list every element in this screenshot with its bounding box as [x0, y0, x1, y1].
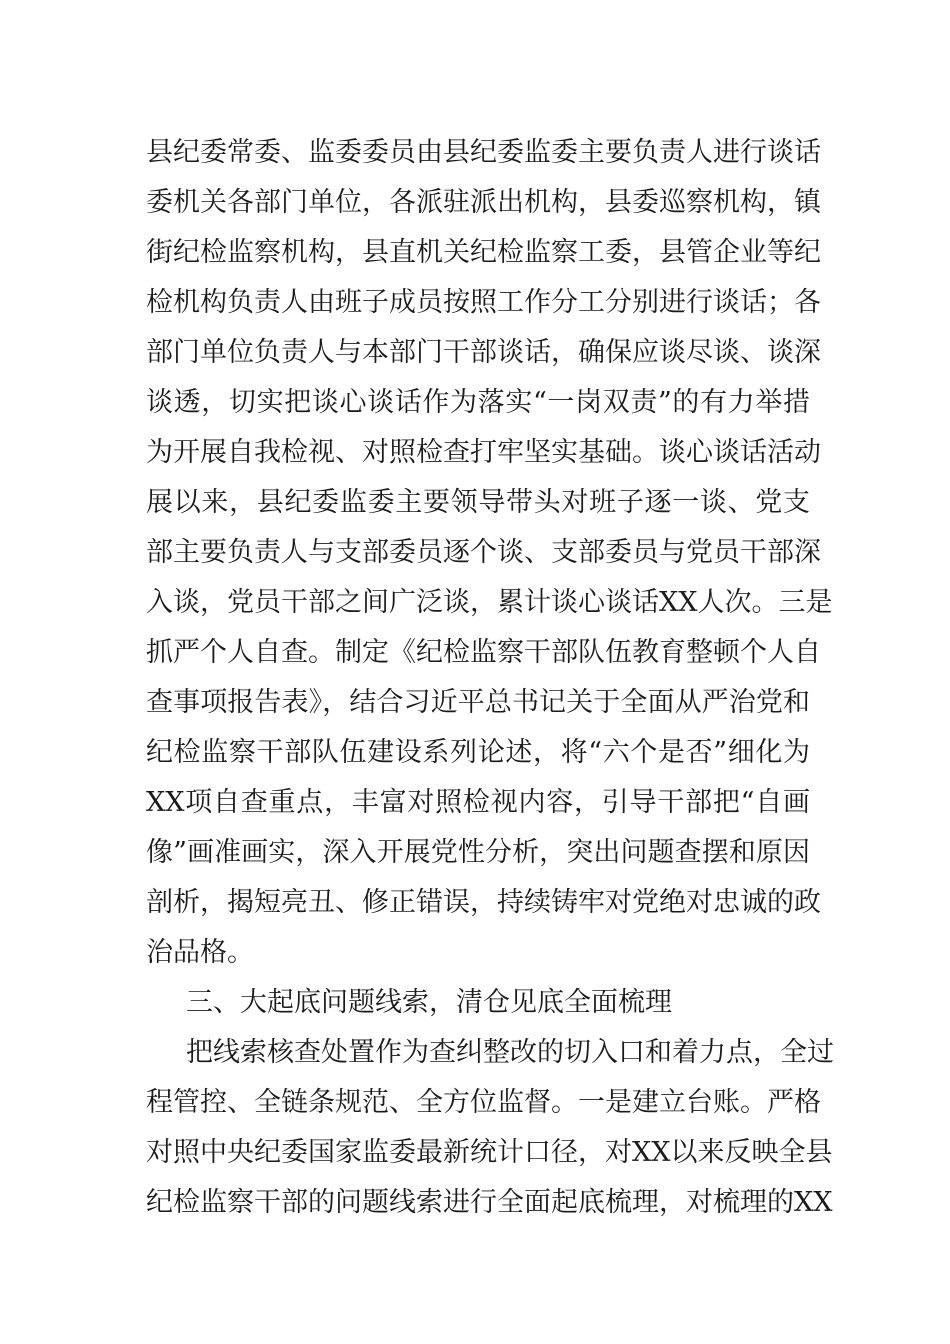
paragraph-first-line: 把线索核查处置作为查纠整改的切入口和着力点，全过: [186, 1037, 834, 1068]
document-body: [146, 128, 834, 1228]
text-line: 抓严个人自查。制定《纪检监察干部队伍教育整顿个人自: [146, 637, 821, 668]
text-line: 街纪检监察机构，县直机关纪检监察工委，县管企业等纪: [146, 237, 821, 268]
paragraph-end-line: 治品格。: [146, 937, 254, 968]
text-line: 对照中央纪委国家监委最新统计口径，对XX以来反映全县: [146, 1137, 833, 1168]
text-line: XX项自查重点，丰富对照检视内容，引导干部把“自画: [146, 787, 810, 818]
text-line: 谈透，切实把谈心谈话作为落实“一岗双责”的有力举措: [146, 387, 810, 418]
text-line: 县纪委常委、监委委员由县纪委监委主要负责人进行谈话: [146, 137, 821, 168]
text-line: 剖析，揭短亮丑、修正错误，持续铸牢对党绝对忠诚的政: [146, 887, 821, 918]
text-line: 程管控、全链条规范、全方位监督。一是建立台账。严格: [146, 1087, 821, 1118]
text-line: 展以来，县纪委监委主要领导带头对班子逐一谈、党支: [146, 487, 810, 518]
text-line: 委机关各部门单位，各派驻派出机构，县委巡察机构，镇: [146, 187, 821, 218]
text-line: 入谈，党员干部之间广泛谈，累计谈心谈话XX人次。三是: [146, 587, 833, 618]
text-line: 部主要负责人与支部委员逐个谈、支部委员与党员干部深: [146, 537, 821, 568]
text-line: 查事项报告表》，结合习近平总书记关于全面从严治党和: [146, 687, 810, 718]
text-line: 纪检监察干部队伍建设系列论述，将“六个是否”细化为: [146, 737, 810, 768]
text-line: 纪检监察干部的问题线索进行全面起底梳理，对梳理的XX: [146, 1187, 833, 1218]
text-line: 像”画准画实，深入开展党性分析，突出问题查摆和原因: [146, 837, 810, 868]
text-line: 部门单位负责人与本部门干部谈话，确保应谈尽谈、谈深: [146, 337, 821, 368]
text-line: 为开展自我检视、对照检查打牢坚实基础。谈心谈话活动: [146, 437, 821, 468]
section-heading: 三、大起底问题线索，清仓见底全面梳理: [186, 987, 672, 1018]
text-line: 检机构负责人由班子成员按照工作分工分别进行谈话；各: [146, 287, 821, 318]
